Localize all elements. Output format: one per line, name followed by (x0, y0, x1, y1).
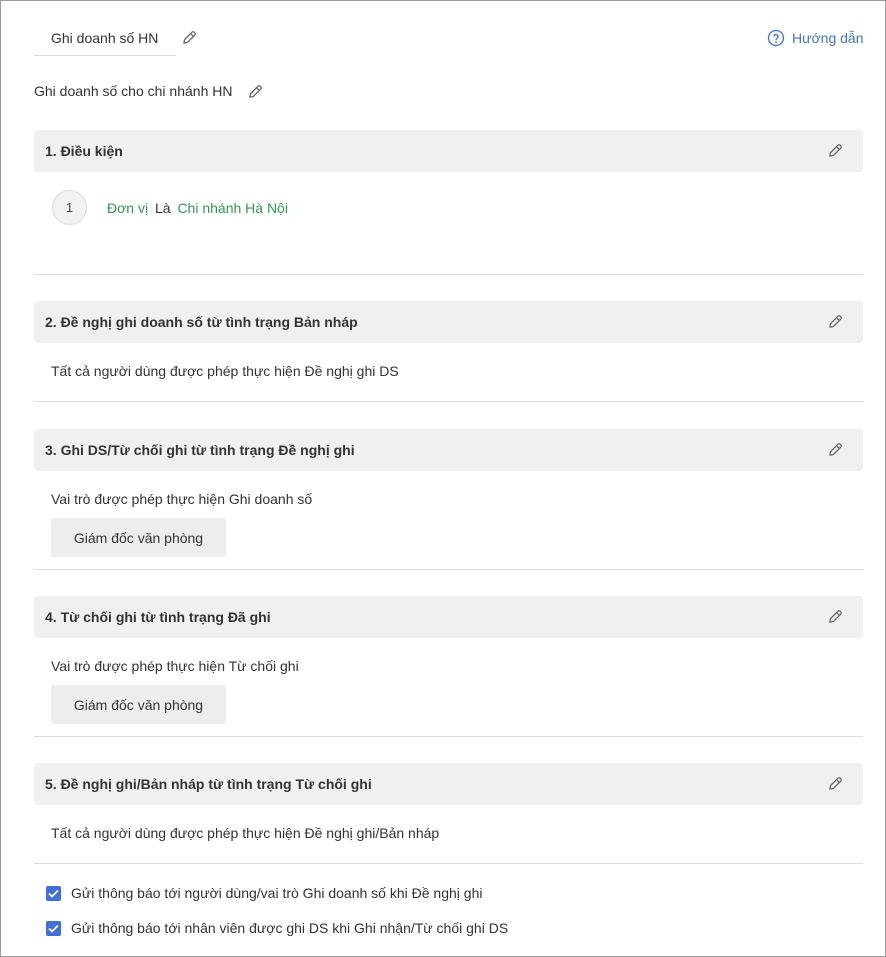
help-link-label: Hướng dẫn (792, 30, 864, 46)
role-tag: Giám đốc văn phòng (51, 685, 226, 724)
checkbox-label: Gửi thông báo tới người dùng/vai trò Ghi doanh số khi Đề nghị ghi (71, 885, 483, 901)
checkbox-label: Gửi thông báo tới nhân viên được ghi DS khi Ghi nhận/Từ chối ghi DS (71, 920, 509, 936)
section-header-rejected-to-proposal (34, 763, 863, 805)
section-header-conditions (34, 130, 863, 172)
section-divider (34, 401, 863, 402)
condition-row (107, 200, 288, 216)
condition-value: Chi nhánh Hà Nội (177, 200, 288, 216)
permission-text: Tất cả người dùng được phép thực hiện Đề nghị ghi/Bản nháp (51, 825, 440, 841)
edit-section-pencil-icon[interactable] (827, 313, 844, 330)
edit-section-pencil-icon[interactable] (827, 441, 844, 458)
checkbox-checked[interactable] (46, 921, 61, 936)
condition-operator: Là (154, 200, 171, 216)
notify-employee-checkbox-row[interactable] (46, 920, 508, 936)
edit-description-pencil-icon[interactable] (247, 83, 264, 100)
section-header-draft-to-proposal (34, 301, 863, 343)
permission-text: Vai trò được phép thực hiện Từ chối ghi (51, 658, 299, 674)
rule-name-field[interactable] (34, 23, 176, 56)
section-title: 3. Ghi DS/Từ chối ghi từ tình trạng Đề nghị ghi (45, 442, 355, 458)
section-title: 2. Đề nghị ghi doanh số từ tình trạng Bản nháp (45, 314, 358, 330)
edit-section-pencil-icon[interactable] (827, 608, 844, 625)
condition-index-badge: 1 (52, 190, 87, 225)
section-divider (34, 569, 863, 570)
rule-description: Ghi doanh số cho chi nhánh HN (34, 83, 233, 99)
section-title: 1. Điều kiện (45, 143, 123, 159)
edit-section-pencil-icon[interactable] (827, 142, 844, 159)
role-tag: Giám đốc văn phòng (51, 518, 226, 557)
rule-name-text: Ghi doanh số HN (51, 30, 159, 46)
question-circle-icon (767, 29, 792, 47)
section-header-reject-recorded (34, 596, 863, 638)
permission-text: Vai trò được phép thực hiện Ghi doanh số (51, 491, 313, 507)
checkbox-checked[interactable] (46, 886, 61, 901)
notify-on-proposal-checkbox-row[interactable] (46, 885, 482, 901)
section-divider (34, 736, 863, 737)
section-divider (34, 863, 863, 864)
section-title: 5. Đề nghị ghi/Bản nháp từ tình trạng Từ chối ghi (45, 776, 372, 792)
help-link[interactable] (767, 29, 863, 47)
permission-text: Tất cả người dùng được phép thực hiện Đề nghị ghi DS (51, 363, 399, 379)
edit-section-pencil-icon[interactable] (827, 775, 844, 792)
edit-title-pencil-icon[interactable] (181, 29, 198, 46)
section-title: 4. Từ chối ghi từ tình trạng Đã ghi (45, 609, 271, 625)
section-header-record-reject (34, 429, 863, 471)
condition-field: Đơn vị (107, 200, 149, 216)
section-divider (34, 274, 863, 275)
